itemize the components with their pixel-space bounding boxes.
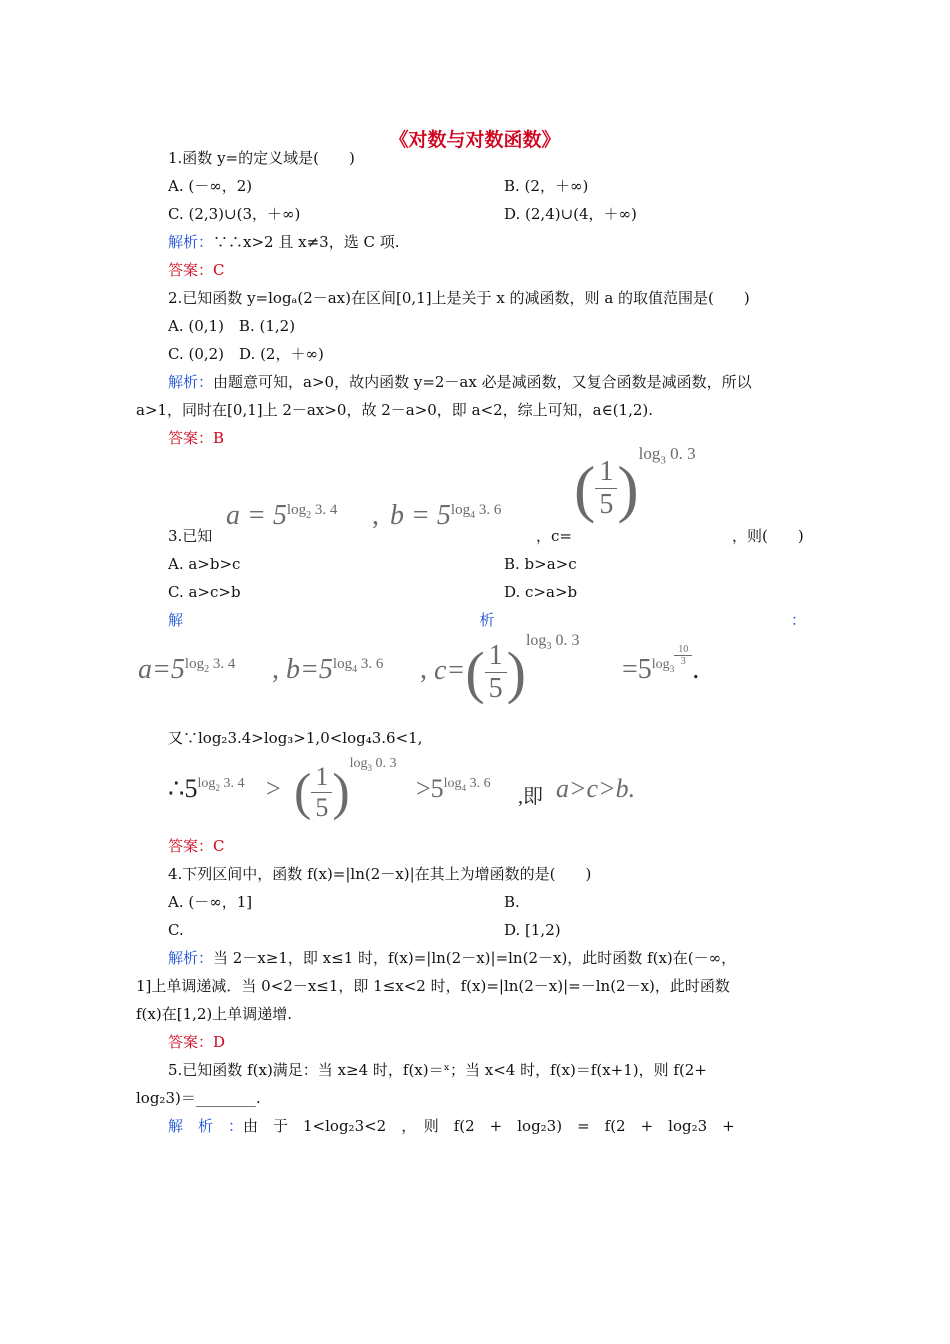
q3-arg-a: 3. 4 [311,501,338,518]
q1-option-a: A. (－∞，2) [168,177,253,195]
q3-frac-num: 1 [595,456,617,489]
q3-stem-mid: ，c= [536,527,572,545]
q3-analysis-label-1: 解 [168,611,184,629]
q1-stem: 1.函数 y=的定义域是( ) [168,149,355,167]
q3-line-frac-den: 5 [488,673,503,704]
q3-line-exp-d: log [651,656,670,672]
q3-th-frac-den: 5 [315,793,329,822]
q2-analysis-text-1: 由题意可知，a>0，故内函数 y=2－ax 必是减函数，又复合函数是减函数，所以 [213,373,752,391]
q3-line-sub-b: 4 [352,663,358,675]
q3-stem-prefix: 3.已知 [168,527,213,545]
q3-therefore-b: $>5^{log_4 3. 6}$ [416,774,491,803]
q3-therefore-a [168,774,244,804]
q1-option-d: D. (2,4)∪(4，＋∞) [504,205,637,223]
q3-analysis-formula-c [434,631,580,705]
q1-option-c: C. (2,3)∪(3，＋∞) [168,205,301,223]
q2-options-ab: A. (0,1) B. (1,2) [168,317,296,335]
q3-th-left-paren: ( [294,763,312,821]
q3-th-fraction [311,762,332,823]
q3-line-sub-c: 3 [546,640,552,652]
q3-line-c: c= [434,654,466,686]
q3-analysis-formula-b [286,654,383,686]
q3-option-b: B. b>a>c [504,555,577,573]
q3-line-arg-c: 0. 3 [551,631,580,649]
q4-analysis-line-1 [168,948,736,968]
q1-answer: 答案：C [168,261,225,279]
q2-analysis-label: 解析： [168,373,214,391]
q1-analysis [168,232,399,252]
q3-fraction [595,456,617,521]
q3-option-c: C. a>c>b [168,583,241,601]
q1-analysis-text: ∵∴x>2 且 x≠3，选 C 项. [213,233,400,251]
q3-gt-2: > [416,774,431,803]
q3-formula-b [390,500,501,532]
q3-arg-c: 0. 3 [665,443,696,463]
q3-also: 又∵log₂3.4>log₃>1,0<log₄3.6<1, [168,729,423,747]
q3-line-sub-d: 3 [669,663,675,674]
q3-frac-den: 5 [599,489,614,520]
q3-eq-b: b = 5 [390,500,451,531]
q5-analysis-line-1 [168,1116,735,1136]
q3-eq-a: a = 5 [226,500,287,531]
q3-th-arg-b: 3. 6 [466,776,491,792]
q3-option-d: D. c>a>b [504,583,578,601]
q3-ji-text: 即 [523,786,543,808]
q3-analysis-label-row [168,610,806,630]
q3-exp-c: log [638,443,661,463]
q5-stem-line-2: log₂3)＝________. [136,1089,261,1107]
q4-analysis-line-2: 1]上单调递减．当 0<2－x≤1，即 1≤x<2 时，f(x)=|ln(2－x)|=－ln(2－x)，此时函数 [136,977,730,995]
q3-sub-b: 4 [470,509,476,521]
q3-th-exp-c: log [349,755,368,771]
q4-answer: 答案：D [168,1033,226,1051]
q2-stem: 2.已知函数 y=logₐ(2－ax)在区间[0,1]上是关于 x 的减函数，则 a 的取值范围是( ) [168,289,750,307]
q3-conclusion: a>c>b. [556,774,636,803]
q3-answer: 答案：C [168,837,225,855]
q4-stem: 4.下列区间中，函数 f(x)=|ln(2－x)|在其上为增函数的是( ) [168,865,592,883]
q3-th-arg-a: 3. 4 [219,776,245,792]
q3-line-arg-a: 3. 4 [209,655,236,672]
q3-right-paren: ) [617,452,639,524]
q3-arg-b: 3. 6 [475,501,502,518]
q3-th-exp-a: log [197,776,216,792]
q2-options-cd: C. (0,2) D. (2，＋∞) [168,345,324,363]
q3-analysis-label-3: ： [790,611,806,629]
q4-analysis-text-1: 当 2－x≥1，即 x≤1 时，f(x)=|ln(2－x)|=ln(2－x)，此时函数 f(x)在(－∞， [213,949,737,967]
q3-line-sub-a: 2 [204,663,210,675]
q3-sub-a: 2 [306,509,312,521]
q3-exp-a: log [286,501,307,518]
q3-gt-1: > [266,774,281,803]
q3-analysis-formula-a [138,654,235,686]
q3-th-sub-c: 3 [367,762,373,773]
q3-comma: , [372,500,379,531]
q3-ji: ,即 [518,786,543,808]
q3-exp-b: log [450,501,471,518]
q4-option-b: B. [504,893,520,911]
q1-analysis-label: 解析： [168,233,214,251]
q3-c-exp-fraction [674,644,692,667]
q3-line-exp-c: log [525,631,547,649]
q3-line-fraction [485,640,507,705]
q3-c-exp-den: 3 [680,655,686,667]
q5-analysis-label: 解 析 ： [168,1117,244,1135]
q3-th-frac-num: 1 [311,762,332,793]
q3-eq5: =5 [622,654,652,685]
q3-stem-suffix: ，则( ) [732,527,804,545]
q3-sub-c: 3 [660,453,666,466]
q3-line-right-paren: ) [506,639,526,705]
q3-th-arg-c: 0. 3 [372,755,397,771]
q3-analysis-label-2: 析 [479,611,495,629]
q3-line-b: b=5 [286,654,333,685]
q2-analysis-line-2: a>1，同时在[0,1]上 2－ax>0，故 2－a>0，即 a<2，综上可知，a∈(1,2). [136,401,654,419]
q5-analysis-text-1: 由 于 1<log₂3<2 ， 则 f(2 + log₂3) = f(2 + log₂3 + [243,1117,735,1135]
q3-line-left-paren: ( [465,639,485,705]
q3-line-arg-b: 3. 6 [357,655,384,672]
q4-analysis-label: 解析： [168,949,214,967]
q3-line-exp-a: log [184,655,205,672]
page-title: 《对数与对数函数》 [389,129,561,151]
q4-option-c: C. [168,921,184,939]
q3-formula-a [226,500,337,532]
q3-analysis-comma-1: , [272,654,279,685]
q3-analysis-comma-2: , [420,654,427,685]
q3-th-sub-a: 2 [215,783,220,794]
q3-analysis-formula-d [622,643,700,686]
q3-line-a: a=5 [138,654,185,685]
q3-therefore-c [294,755,397,823]
q3-option-a: A. a>b>c [168,555,241,573]
q5-stem-line-1: 5.已知函数 f(x)满足：当 x≥4 时，f(x)＝ˣ；当 x<4 时，f(x)＝f(x+1)，则 f(2+ [168,1061,707,1079]
q3-analysis-period: . [692,654,700,685]
q4-option-a: A. (－∞，1] [168,893,253,911]
q3-therefore: ∴5 [168,774,198,803]
q3-left-paren: ( [574,452,596,524]
q2-analysis-line-1 [168,372,752,392]
q3-formula-c [574,443,696,524]
q3-line-frac-num: 1 [485,640,507,673]
q3-c-exp-num: 10 [674,644,692,656]
q2-answer: 答案：B [168,429,225,447]
q1-option-b: B. (2，＋∞) [504,177,589,195]
q4-analysis-line-3: f(x)在[1,2)上单调递增. [136,1005,293,1023]
q3-line-exp-b: log [332,655,353,672]
q3-th-right-paren: ) [332,763,350,821]
q3-th-sub-b: 4 [461,783,467,794]
q4-option-d: D. [1,2) [504,921,561,939]
q3-th-exp-b: log [443,776,462,792]
